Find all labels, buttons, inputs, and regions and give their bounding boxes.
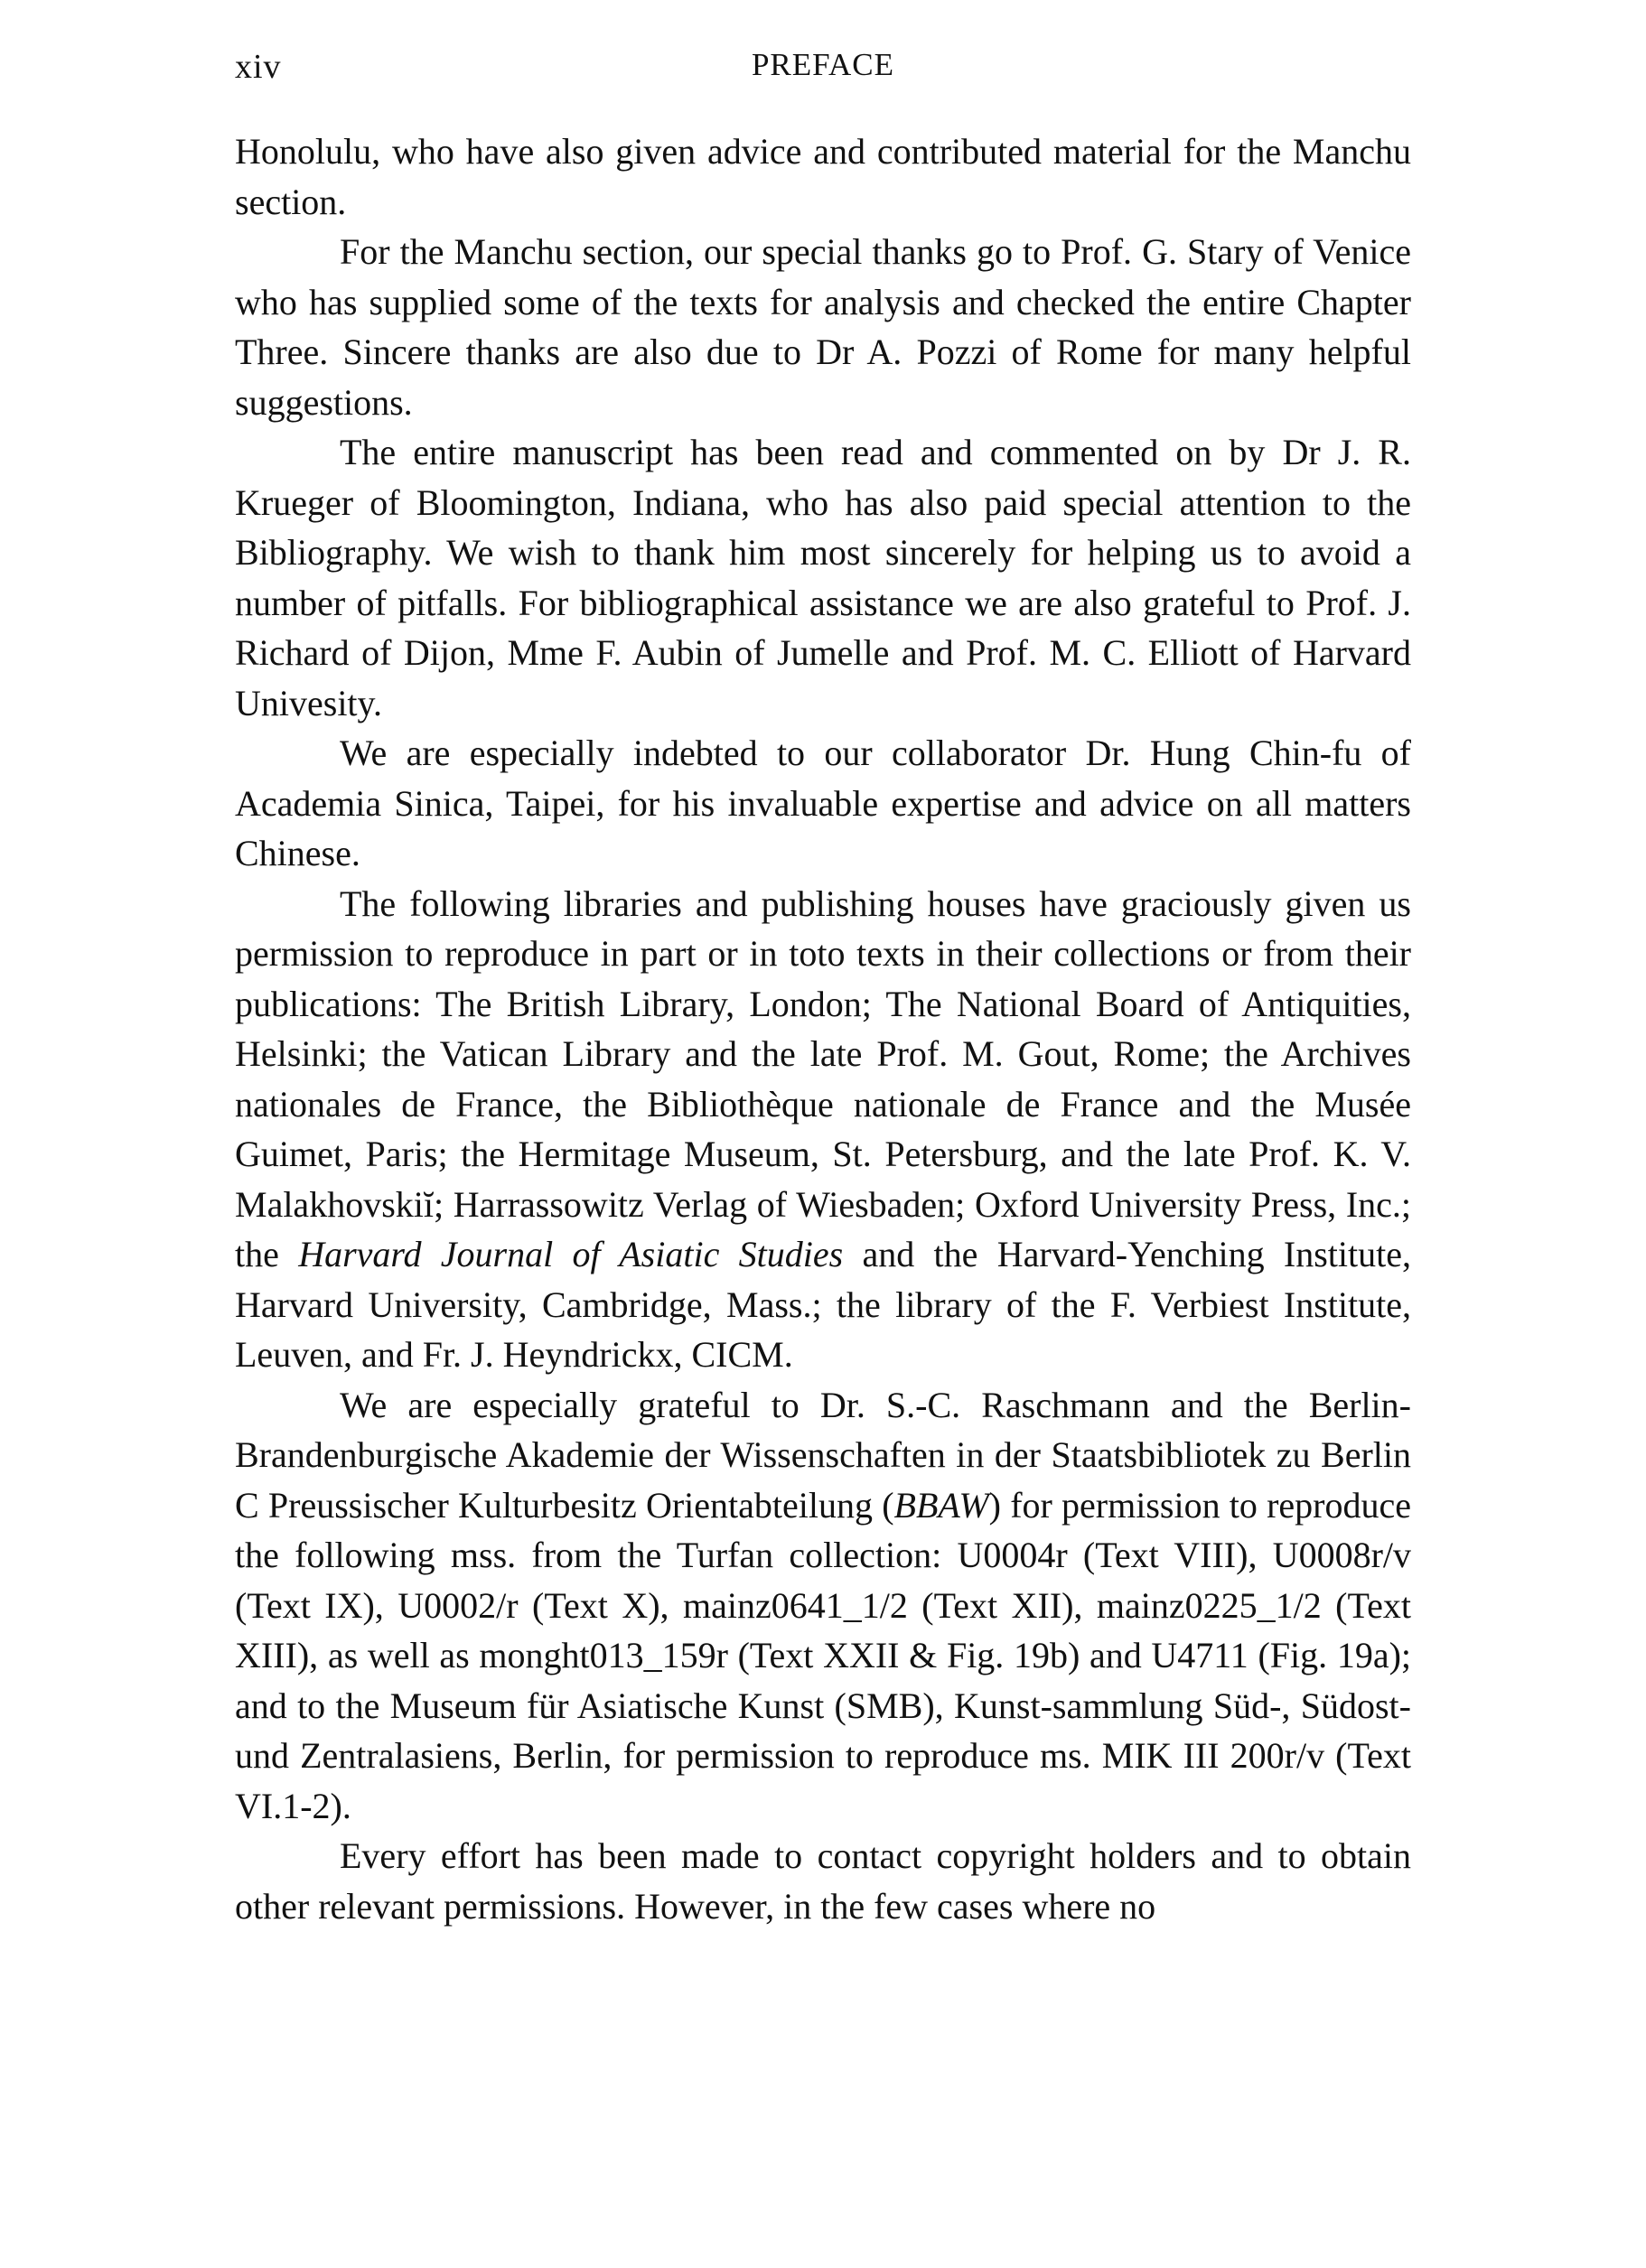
paragraph-libraries bbox=[235, 879, 1411, 1380]
running-head bbox=[235, 47, 1411, 101]
paragraph-collaborator: We are especially indebted to our collaborator Dr. Hung Chin-fu of Academia Sinica, Taipei, for his invaluable expertise and advice on all matters Chinese. bbox=[235, 733, 1411, 873]
bbaw-abbreviation-italic: BBAW bbox=[893, 1484, 989, 1526]
paragraph-copyright: Every effort has been made to contact copyright holders and to obtain other relevant permissions. However, in the few cases where no bbox=[235, 1835, 1411, 1927]
libraries-text-before: The following libraries and publishing houses have graciously given us permission to reproduce in part or in toto texts in their collections or from their publications: The British Library, London; The National Board of Antiquities, Helsinki; the Vatican Library and the late Prof. M. Gout, Rome; the Archives nationales de France, the Bibliothèque nationale de France and the Musée Guimet, Paris; the Hermitage Museum, St. Petersburg, and the late Prof. K. V. Malakhovskiĭ; Harrassowitz Verlag of Wiesbaden; Oxford University Press, Inc.; the bbox=[235, 882, 1411, 1274]
body-text bbox=[235, 126, 1411, 1931]
journal-title-italic: Harvard Journal of Asiatic Studies bbox=[298, 1234, 844, 1274]
paragraph-continuation: Honolulu, who have also given advice and contributed material for the Manchu section. bbox=[235, 131, 1411, 222]
paragraph-manchu-thanks: For the Manchu section, our special thanks go to Prof. G. Stary of Venice who has supplied some of the texts for analysis and checked the entire Chapter Three. Sincere thanks are also due to Dr A. Pozzi of Rome for many helpful suggestions. bbox=[235, 231, 1411, 423]
libraries-text-after: and the Harvard-Yenching Institute, Harvard University, Cambridge, Mass.; the library of the F. Verbiest Institute, Leuven, and Fr. J. Heyndrickx, CICM. bbox=[235, 1234, 1411, 1375]
paragraph-manuscript-readers: The entire manuscript has been read and commented on by Dr J. R. Krueger of Bloomington, Indiana, who has also paid special attention to the Bibliography. We wish to thank him most sincerely for helping us to avoid a number of pitfalls. For bibliographical assistance we are also grateful to Prof. J. Richard of Dijon, Mme F. Aubin of Jumelle and Prof. M. C. Elliott of Harvard Univesity. bbox=[235, 432, 1411, 723]
page-number: xiv bbox=[235, 48, 282, 86]
paragraph-turfan-collection bbox=[235, 1380, 1411, 1832]
turfan-text-after: ) for permission to reproduce the following mss. from the Turfan collection: U0004r (Text VIII), U0008r/v (Text IX), U0002/r (Text X), mainz0641_1/2 (Text XII), mainz0225_1/2 (Text XIII), as well as monght013_159r (Text XXII & Fig. 19b) and U4711 (Fig. 19a); and to the Museum für Asiatische Kunst (SMB), Kunst-sammlung Süd-, Südost- und Zentralasiens, Berlin, for permission to reproduce ms. MIK III 200r/v (Text VI.1-2). bbox=[235, 1484, 1411, 1826]
turfan-text-before: We are especially grateful to Dr. S.-C. Raschmann and the Berlin-Brandenburgische Akademie der Wissenschaften in der Staatsbibliotek zu Berlin C Preussischer Kulturbesitz Orientabteilung ( bbox=[235, 1384, 1411, 1526]
running-title: PREFACE bbox=[751, 47, 895, 82]
